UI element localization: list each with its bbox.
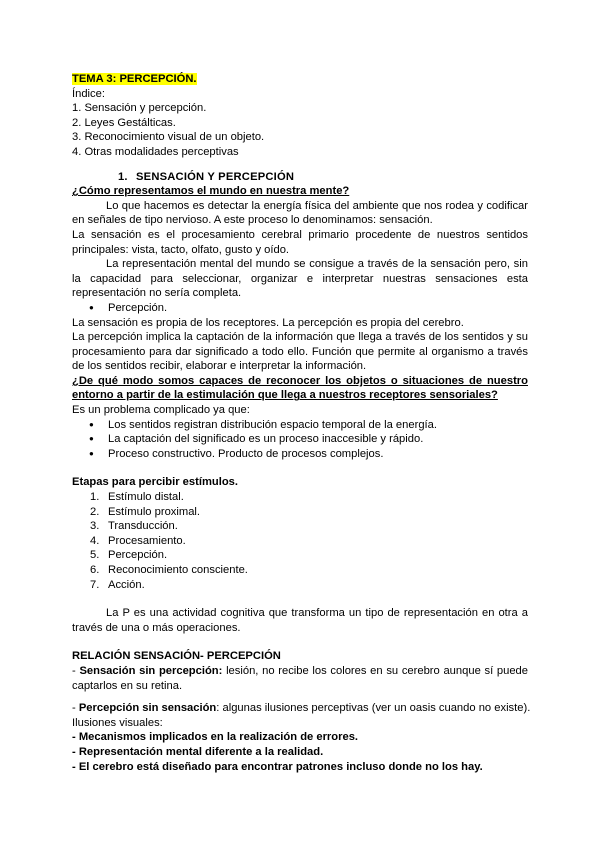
relacion-heading: RELACIÓN SENSACIÓN- PERCEPCIÓN	[72, 650, 281, 663]
document-page	[72, 72, 531, 774]
relacion-item: - Percepción sin sensación: algunas ilusiones perceptivas (ver un oasis cuando no existe).	[72, 702, 531, 715]
step-item: 6. Reconocimiento consciente.	[90, 564, 248, 576]
paragraph: La sensación es el procesamiento cerebral primario procedente de nuestros sentidos principales: vista, tacto, olfato, gusto y oído.	[72, 228, 528, 256]
paragraph: Es un problema complicado ya que:	[72, 404, 250, 417]
index-item: 2. Leyes Gestálticas.	[72, 116, 176, 129]
title-highlight: TEMA 3: PERCEPCIÓN.	[72, 73, 197, 85]
step-item: 1. Estímulo distal.	[90, 491, 184, 504]
relacion-bold-item: - El cerebro está diseñado para encontrar patrones incluso donde no los hay.	[72, 760, 483, 773]
document-title	[72, 72, 528, 87]
bullet-item: ● Proceso constructivo. Producto de procesos complejos.	[72, 447, 528, 462]
step-item: 4. Procesamiento.	[90, 534, 186, 547]
index-label: Índice:	[72, 87, 105, 100]
index-item: 4. Otras modalidades perceptivas	[72, 145, 239, 158]
step-item: 3. Transducción.	[90, 520, 178, 533]
paragraph: Lo que hacemos es detectar la energía física del ambiente que nos rodea y codificar en señales de tipo nervioso. A este proceso lo denominamos: sensación.	[72, 199, 528, 227]
bullet-list	[72, 301, 528, 316]
question-1: ¿Cómo representamos el mundo en nuestra mente?	[72, 185, 350, 198]
bullet-item: ● La captación del significado es un proceso inaccesible y rápido.	[72, 432, 528, 447]
paragraph: La P es una actividad cognitiva que transforma un tipo de representación en otra a través de una o más operaciones.	[72, 607, 528, 634]
question-2: ¿De qué modo somos capaces de reconocer los objetos o situaciones de nuestro entorno a partir de la estimulación que llega a nuestros receptores sensoriales?	[72, 374, 528, 402]
bullet-item: ● Los sentidos registran distribución espacio temporal de la energía.	[72, 418, 528, 433]
paragraph: La representación mental del mundo se consigue a través de la sensación pero, sin la capacidad para seleccionar, organizar e interpretar nuestras sensaciones esta representación no sería completa.	[72, 258, 528, 300]
relacion-bold-item: - Mecanismos implicados en la realización de errores.	[72, 731, 359, 744]
paragraph: La sensación es propia de los receptores. La percepción es propia del cerebro.	[72, 316, 464, 329]
step-item: 2. Estímulo proximal.	[90, 505, 201, 518]
index-item: 3. Reconocimiento visual de un objeto.	[72, 131, 265, 144]
section-heading	[72, 170, 528, 185]
etapas-heading: Etapas para percibir estímulos.	[72, 476, 239, 489]
steps-list	[72, 490, 528, 592]
bullet-list	[72, 418, 528, 462]
section-heading-text: SENSACIÓN Y PERCEPCIÓN	[136, 170, 295, 183]
relacion-bold-item: - Representación mental diferente a la realidad.	[72, 745, 324, 758]
section-number: 1.	[118, 170, 128, 183]
paragraph: La percepción implica la captación de la información que llega a través de los sentidos y su procesamiento para dar significado a todo ello. Función que permite al organismo a través de los sentidos recibir, elaborar e interpretar la información.	[72, 331, 528, 373]
bullet-item: ● Percepción.	[72, 301, 528, 316]
step-item: 5. Percepción.	[90, 549, 168, 562]
step-item: 7. Acción.	[90, 578, 145, 591]
index-item: 1. Sensación y percepción.	[72, 102, 207, 115]
relacion-item: - Sensación sin percepción: lesión, no recibe los colores en su cerebro aunque sí puede captarlos en su retina.	[72, 664, 528, 692]
ilusiones-label: Ilusiones visuales:	[72, 716, 163, 729]
